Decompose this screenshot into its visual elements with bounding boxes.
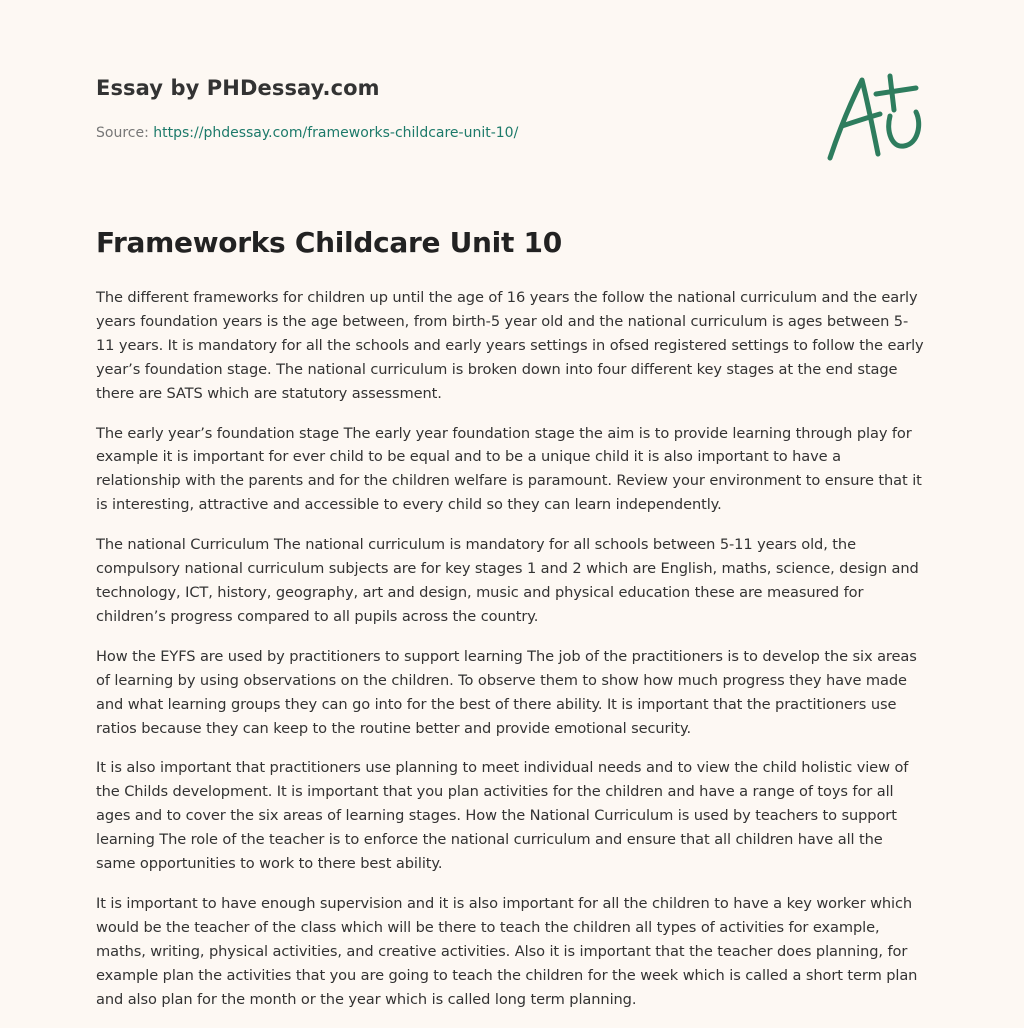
source-line: [96, 125, 518, 141]
essay-paragraph: It is important to have enough supervision and it is also important for all the children to have a key worker which would be the teacher of the class which will be there to teach the children all types of activities for example, maths, writing, physical activities, and creative activities. Also it is important that the teacher does planning, for example plan the activities that you are going to teach the children for the week which is called a short term plan and also plan for the month or the year which is called long term planning.: [96, 894, 918, 1008]
essay-paragraph: The national Curriculum The national curriculum is mandatory for all schools between 5-11 years old, the compulsory national curriculum subjects are for key stages 1 and 2 which are English, maths, science, design and technology, ICT, history, geography, art and design, music and physical education these are measured for children’s progress compared to all pupils across the country.: [96, 536, 919, 625]
essay-paragraph: It is also important that practitioners use planning to meet individual needs and to view the child holistic view of the Childs development. It is important that you plan activities for the children and have a range of toys for all ages and to cover the six areas of learning stages. How the National Curriculum is used by teachers to support learning The role of the teacher is to enforce the national curriculum and ensure that all children have all the same opportunities to work to there best ability.: [96, 759, 909, 873]
essay-body: [96, 286, 926, 1027]
essay-paragraph: How the EYFS are used by practitioners to support learning The job of the practitioners is to develop the six areas of learning by using observations on the children. To observe them to show how much progress they have made and what learning groups they can go into for the best of there ability. It is important that the practitioners use ratios because they can keep to the routine better and provide emotional security.: [96, 647, 917, 737]
essay-paragraph: The early year’s foundation stage The early year foundation stage the aim is to provide learning through play for example it is important for ever child to be equal and to be a unique child it is also important to have a relationship with the parents and for the children welfare is paramount. Review your environment to ensure that it is interesting, attractive and accessible to every child so they can learn independently.: [96, 424, 922, 514]
brand-title: Essay by PHDessay.com: [96, 76, 380, 100]
source-link[interactable]: https://phdessay.com/frameworks-childcare-unit-10/: [153, 125, 519, 141]
essay-paragraph: The different frameworks for children up until the age of 16 years the follow the national curriculum and the early years foundation years is the age between, from birth-5 year old and the national curriculum is ages between 5-11 years. It is mandatory for all the schools and early years settings in ofsed registered settings to follow the early year’s foundation stage. The national curriculum is broken down into four different key stages at the end stage there are SATS which are statutory assessment.: [96, 289, 924, 402]
essay-title: Frameworks Childcare Unit 10: [96, 226, 562, 259]
a-plus-grade-icon: [820, 66, 930, 166]
site-header: [96, 76, 936, 100]
source-label: Source:: [96, 125, 149, 141]
